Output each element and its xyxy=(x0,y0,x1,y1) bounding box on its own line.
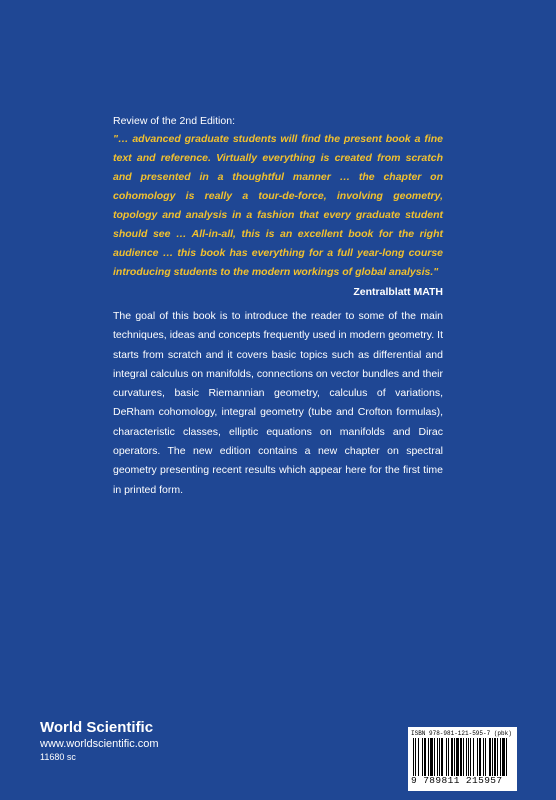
barcode-bar xyxy=(473,738,474,776)
barcode-bar xyxy=(448,738,449,776)
barcode-bar xyxy=(424,738,426,776)
review-source: Zentralblatt MATH xyxy=(353,286,443,298)
barcode-bar xyxy=(428,738,429,776)
barcode-bar xyxy=(466,738,467,776)
barcode-bar xyxy=(506,738,507,776)
barcode-bar xyxy=(500,738,501,776)
review-quote: "… advanced graduate students will find the present book a fine text and reference. Virtually everything is created from scratch and presented in a thoughtful manner … the chapter on cohomology is really a tour-de-force, involving geometry, topology and analysis in a fashion that every graduate student should see … All-in-all, this is an excellent book for the right audience … this book has everything for a full year-long course introducing students to the modern workings of global analysis." xyxy=(113,133,443,278)
publisher-url: www.worldscientific.com xyxy=(40,738,159,750)
barcode-bar xyxy=(485,738,486,776)
barcode-bar xyxy=(489,738,491,776)
barcode-bar xyxy=(460,738,462,776)
barcode-bar xyxy=(456,738,459,776)
publisher-code: 11680 sc xyxy=(40,752,76,762)
barcode-bar xyxy=(441,738,443,776)
barcode-bar xyxy=(439,738,440,776)
review-section xyxy=(113,114,443,301)
barcode-bar xyxy=(502,738,505,776)
barcode-bar xyxy=(497,738,498,776)
barcode-bar xyxy=(492,738,493,776)
barcode-bar xyxy=(434,738,435,776)
book-description: The goal of this book is to introduce the reader to some of the main techniques, ideas and concepts frequently used in modern geometry. It starts from scratch and it covers basic topics such as differential and integral calculus on manifolds, connections on vector bundles and their curvatures, basic Riemannian geometry, calculus of variations, DeRham cohomology, integral geometry (tube and Crofton formulas), characteristic classes, elliptic equations on manifolds and Dirac operators. The new edition contains a new chapter on spectral geometry presenting recent results which appear here for the first time in printed form. xyxy=(113,310,443,496)
barcode-bar xyxy=(479,738,481,776)
barcode-bar xyxy=(430,738,433,776)
publisher-block xyxy=(40,719,260,763)
barcode-bars-icon xyxy=(411,738,514,776)
barcode-digits: 9 789811 215957 xyxy=(411,775,503,786)
isbn-text: ISBN 978-981-121-595-7 (pbk) xyxy=(411,730,512,737)
barcode-bar xyxy=(418,738,419,776)
barcode-bar xyxy=(477,738,478,776)
barcode-bar xyxy=(446,738,447,776)
isbn-barcode xyxy=(408,727,517,791)
barcode-bar xyxy=(494,738,496,776)
barcode-bar xyxy=(451,738,453,776)
barcode-bar xyxy=(413,738,414,776)
barcode-bar xyxy=(470,738,471,776)
barcode-bar xyxy=(422,738,423,776)
barcode-bar xyxy=(483,738,484,776)
review-heading: Review of the 2nd Edition: xyxy=(113,115,235,127)
barcode-bar xyxy=(415,738,416,776)
barcode-bar xyxy=(437,738,438,776)
barcode-bar xyxy=(468,738,469,776)
publisher-name: World Scientific xyxy=(40,719,154,736)
barcode-bar xyxy=(454,738,455,776)
barcode-bar xyxy=(463,738,464,776)
